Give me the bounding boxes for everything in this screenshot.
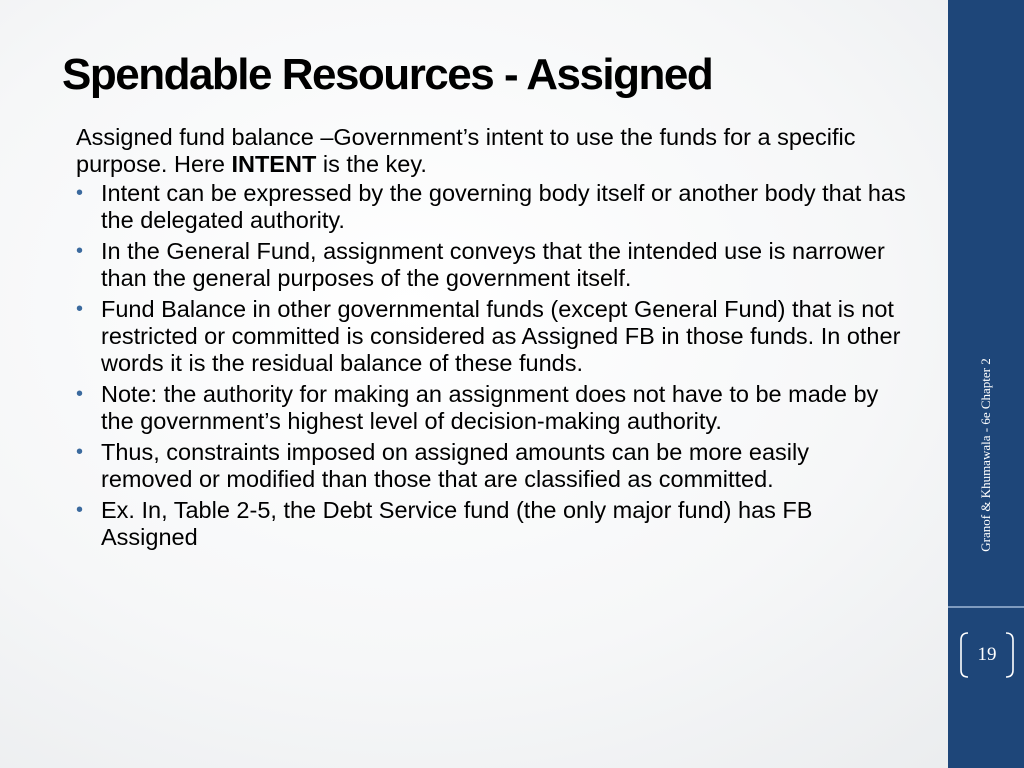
sidebar-divider	[948, 606, 1024, 608]
bullet-item	[76, 296, 906, 377]
intro-emphasis: INTENT	[231, 151, 317, 177]
bullet-text: Fund Balance in other governmental funds (except General Fund) that is not restricted or committed is considered as Assigned FB in those funds. In other words it is the residual balance of these funds.	[101, 296, 901, 376]
bullet-icon: •	[76, 182, 84, 204]
slide-title: Spendable Resources - Assigned	[62, 50, 713, 99]
bullet-icon: •	[76, 441, 84, 463]
bullet-text: Note: the authority for making an assignment does not have to be made by the government’s highest level of decision-making authority.	[101, 381, 879, 434]
bullet-icon: •	[76, 383, 84, 405]
footer-text: Granof & Khumawala - 6e Chapter 2	[978, 358, 993, 552]
bullet-list	[76, 180, 906, 551]
bullet-icon: •	[76, 298, 84, 320]
bullet-text: In the General Fund, assignment conveys that the intended use is narrower than the general purposes of the government itself.	[101, 238, 885, 291]
slide-body	[76, 124, 906, 555]
page-number: 19	[977, 644, 997, 665]
bullet-icon: •	[76, 240, 84, 262]
bullet-item	[76, 381, 906, 435]
intro-text-before: Assigned fund balance –Government’s intent to use the funds for a specific purpose. Here	[76, 124, 856, 177]
bullet-item	[76, 439, 906, 493]
bullet-item	[76, 180, 906, 234]
bullet-item	[76, 497, 906, 551]
bullet-text: Intent can be expressed by the governing body itself or another body that has the delegated authority.	[101, 180, 906, 233]
intro-text-after: is the key.	[316, 151, 427, 177]
bullet-text: Ex. In, Table 2-5, the Debt Service fund (the only major fund) has FB Assigned	[101, 497, 813, 550]
bullet-icon: •	[76, 499, 84, 521]
intro-paragraph	[76, 124, 906, 178]
page-number-badge	[958, 630, 1016, 680]
bullet-item	[76, 238, 906, 292]
bullet-text: Thus, constraints imposed on assigned amounts can be more easily removed or modified than those that are classified as committed.	[101, 439, 809, 492]
